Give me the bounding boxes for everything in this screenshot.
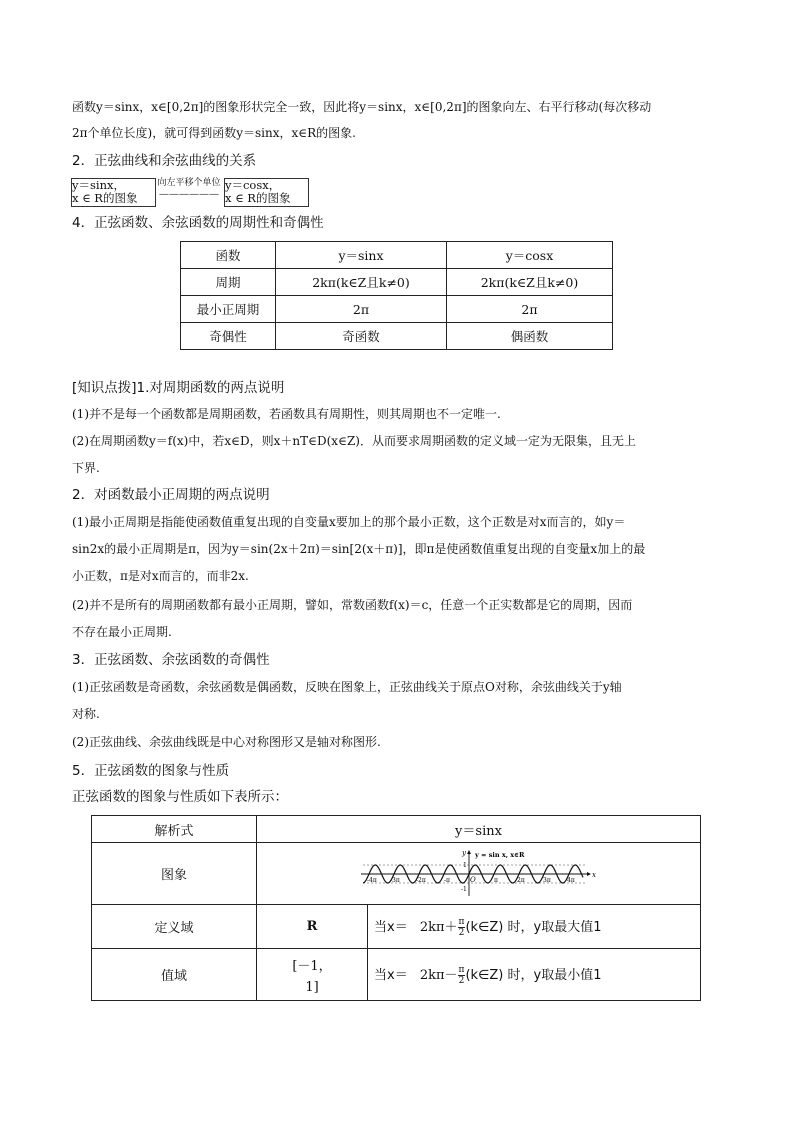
graph-legend: y = sin x, x∈R: [474, 850, 524, 859]
sin-box-line2: x ∈ R的图象: [72, 191, 138, 205]
section-heading: 2．对函数最小正周期的两点说明: [72, 487, 270, 503]
x-axis-label: x: [591, 870, 596, 879]
table-header-row: [181, 242, 613, 269]
paragraph-line: (2)在周期函数y＝f(x)中，若x∈D，则x＋nT∈D(x∈Z)．从而要求周期函数的定义域一定为无限集，且无上: [72, 434, 636, 448]
y-axis-label: y: [461, 848, 466, 857]
shift-arrow-label: 向左平移个单位: [157, 178, 221, 188]
y-one-label: 1: [462, 861, 467, 869]
sin-graph-box: [71, 178, 156, 207]
paragraph-line: 对称.: [72, 707, 100, 721]
paragraph-line: (2)正弦曲线、余弦曲线既是中心对称图形又是轴对称图形.: [72, 735, 381, 749]
fraction-numerator: π: [458, 964, 465, 975]
table-cell: 2π: [276, 296, 447, 323]
range-value-line2: 1]: [305, 979, 319, 995]
table-cell: 2π: [447, 296, 613, 323]
table-header-cell: 函数: [181, 242, 276, 269]
table-row: [92, 905, 701, 949]
table-cell: 最小正周期: [181, 296, 276, 323]
x-tick-label: 2π: [516, 876, 525, 884]
x-tick-label: -π: [443, 876, 450, 884]
fraction-denominator: 2: [458, 927, 465, 938]
paragraph-line: (1)最小正周期是指能使函数值重复出现的自变量x要加上的那个最小正数，这个正数是对x而言的，如y＝: [72, 515, 626, 529]
sine-properties-table: [91, 815, 701, 1001]
section-intro: 正弦函数的图象与性质如下表所示：: [72, 789, 288, 805]
periodicity-table: [180, 241, 613, 350]
x-axis-arrow: [587, 872, 591, 876]
sine-graph: [359, 848, 599, 900]
table-header-cell: y＝cosx: [447, 242, 613, 269]
table-row: [181, 296, 613, 323]
x-tick-label: 3π: [542, 876, 551, 884]
fraction-denominator: 2: [458, 975, 465, 986]
y-axis-arrow: [467, 850, 471, 854]
table-row: [92, 843, 701, 905]
x-tick-label: -2π: [415, 876, 426, 884]
x-tick-label: -3π: [389, 876, 400, 884]
paragraph-line: (1)正弦函数是奇函数，余弦函数是偶函数，反映在图象上，正弦曲线关于原点O对称，余弦曲线关于y轴: [72, 680, 622, 694]
x-tick-label: 4π: [566, 876, 575, 884]
max-pre-text: 当x＝: [374, 919, 408, 935]
table-header-cell: y＝sinx: [257, 816, 701, 843]
table-cell: 定义域: [92, 905, 257, 949]
shift-arrow-line: ——————: [159, 189, 219, 200]
y-neg-one-label: -1: [460, 885, 467, 893]
paragraph-line: 下界.: [72, 461, 100, 475]
paragraph-line: 不存在最小正周期.: [72, 625, 172, 639]
section-heading: 5．正弦函数的图象与性质: [72, 763, 230, 779]
table-row: [181, 323, 613, 350]
paragraph-line: 函数y＝sinx，x∈[0,2π]的图象形状完全一致，因此将y＝sinx，x∈[0,2π]的图象向左、右平行移动(每次移动: [72, 100, 652, 114]
table-cell: 周期: [181, 269, 276, 296]
table-cell: 奇偶性: [181, 323, 276, 350]
table-cell: 2kπ(k∈Z且k≠0): [276, 269, 447, 296]
section-heading: 2．正弦曲线和余弦曲线的关系: [72, 153, 257, 169]
paragraph-line: (2)并不是所有的周期函数都有最小正周期，譬如，常数函数f(x)＝c，任意一个正实数都是它的周期，因而: [72, 598, 633, 612]
section-heading: 3．正弦函数、余弦函数的奇偶性: [72, 652, 270, 668]
min-pre-text: 当x＝: [374, 967, 408, 983]
min-condition-cell: [368, 949, 701, 1001]
table-header-cell: 解析式: [92, 816, 257, 843]
table-cell: 2kπ(k∈Z且k≠0): [447, 269, 613, 296]
x-tick-label: π: [493, 876, 498, 884]
section-heading: 4．正弦函数、余弦函数的周期性和奇偶性: [72, 215, 324, 231]
paragraph-line: 2π个单位长度)，就可得到函数y＝sinx，x∈R的图象.: [72, 126, 356, 140]
shift-arrow: [156, 178, 222, 200]
table-row: [181, 269, 613, 296]
table-row: [92, 949, 701, 1001]
paragraph-line: (1)并不是每一个函数都是周期函数，若函数具有周期性，则其周期也不一定唯一.: [72, 407, 501, 421]
min-post-text: (k∈Z) 时，y取最小值1: [465, 967, 602, 983]
sin-box-line1: y＝sinx，: [72, 178, 125, 192]
table-cell: 值域: [92, 949, 257, 1001]
origin-label: O: [469, 875, 476, 884]
table-header-cell: y＝sinx: [276, 242, 447, 269]
table-cell: R: [257, 905, 368, 949]
tips-title: [知识点拨]1.对周期函数的两点说明: [72, 380, 285, 396]
cos-box-line1: y＝cosx，: [225, 178, 281, 192]
table-cell: 奇函数: [276, 323, 447, 350]
range-value-line1: [－1，: [292, 958, 332, 974]
paragraph-line: sin2x的最小正周期是π，因为y＝sin(2x＋2π)＝sin[2(x＋π)]，即π是使函数值重复出现的自变量x加上的最: [72, 542, 646, 556]
cos-graph-box: [224, 178, 309, 207]
max-expr: 2kπ＋: [419, 919, 458, 935]
fraction-numerator: π: [458, 916, 465, 927]
max-condition-cell: [368, 905, 701, 949]
paragraph-line: 小正数，π是对x而言的，而非2x.: [72, 569, 249, 583]
table-cell: 图象: [92, 843, 257, 905]
cos-box-line2: x ∈ R的图象: [225, 191, 291, 205]
min-expr: 2kπ－: [419, 967, 458, 983]
graph-cell: [257, 843, 701, 905]
table-cell: 偶函数: [447, 323, 613, 350]
table-header-row: [92, 816, 701, 843]
max-post-text: (k∈Z) 时，y取最大值1: [465, 919, 602, 935]
range-value-cell: [257, 949, 368, 1001]
x-tick-label: -4π: [366, 876, 377, 884]
